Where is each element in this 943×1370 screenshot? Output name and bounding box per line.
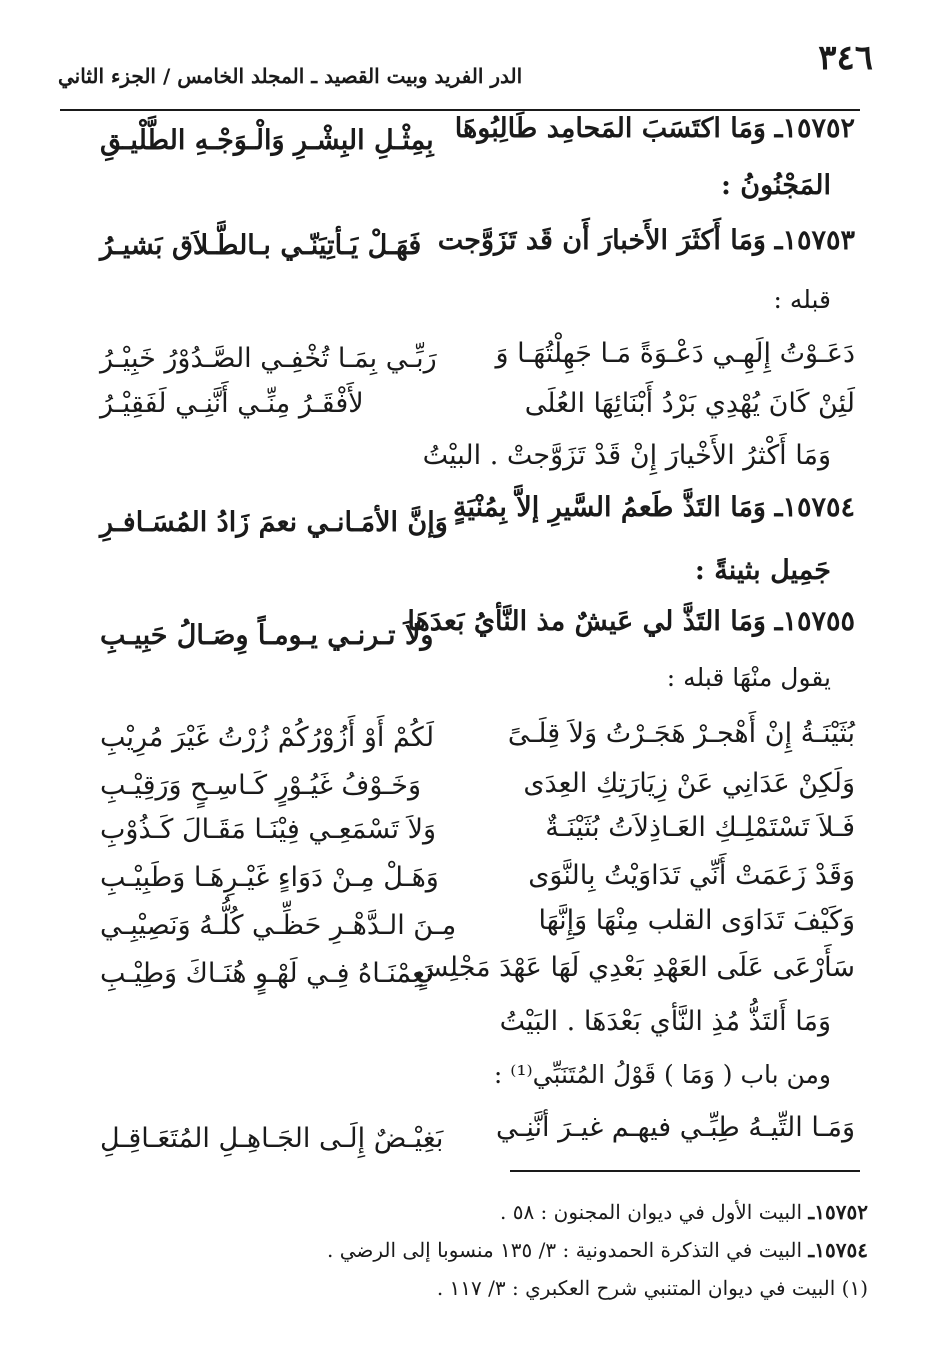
verse-text: وَمَا أَكثَرَ الأَخبارَ أَن قَد تَزَوَّجت	[437, 225, 766, 256]
verse-line: وَكَيْفَ تَدَاوَى القلب مِنْهَا وَإِنَّهَا	[538, 905, 855, 936]
footnote-15752	[500, 1200, 868, 1224]
verse-reference: وَمَا أَلتَذُّ مُذِ النَّأي بَعْدَهَا . البَيْتُ	[499, 1006, 831, 1037]
verse-number: ١٥٧٥٥ـ	[774, 606, 855, 637]
page-number: ٣٤٦	[818, 38, 873, 78]
verse-number: ١٥٧٥٢ـ	[774, 113, 855, 144]
verse-15755-first-hemistich	[407, 606, 855, 637]
verse-line-second: رَبِّـي بِمَـا تُخْفِـي الصَّـدُوْرُ خَبِيْـرُ	[100, 343, 437, 374]
verse-text: وَمَا التَذَّ طَعمُ السَّيرِ إلاَّ بِمُنْيَةٍ	[453, 492, 766, 523]
verse-15752-first-hemistich	[455, 113, 855, 144]
intro-mutanabbi: ومن باب ( وَمَا ) قَوْلُ المُتَنَبِّي⁽¹⁾ :	[493, 1060, 831, 1089]
intro-minha: يقول منْهَا قبله :	[666, 663, 831, 692]
verse-15755-second-hemistich: ولاَ تـرنـي يـومـاً وِصَـالُ حَبِيـبِ	[100, 620, 434, 651]
verse-line-second: مِـنَ الـدَّهْـرِ حَظِّـي كُلُّـهُ وَنَصِيْبِـي	[100, 910, 457, 941]
verse-reference: وَمَا أَكْثرُ الأَخْيارَ إِنْ قَدْ تَزَوَّجتْ . البيْتُ	[422, 440, 831, 471]
verse-line: بُثَيْنَـةُ إِنْ أَهْجـرْ هَجَـرْتُ وَلاَ قِلَـىً	[507, 718, 855, 749]
footnote-text: البيت في ديوان المتنبي شرح العكبري : ٣/ ١١٧ .	[436, 1276, 836, 1300]
footnote-rule	[510, 1170, 860, 1172]
footnote-15754	[327, 1238, 868, 1262]
verse-number: ١٥٧٥٤ـ	[774, 492, 855, 523]
verse-15754-first-hemistich	[453, 492, 855, 523]
verse-line-second: وَهَـلْ مِـنْ دَوَاءٍ غَيْـرِهَـا وَطَبِيْـبِ	[100, 862, 439, 893]
verse-line-second: بَغِيْـضٌ إِلَـى الجَـاهِـلِ المُتَعَـاقِـلِ	[100, 1123, 444, 1154]
footnote-number: ١٥٧٥٤ـ	[808, 1238, 868, 1262]
verse-15754-second-hemistich: وَإنَّ الأمَـانـي نعمَ زَادُ المُسَـافـرِ	[100, 507, 448, 538]
verse-text: وَمَا اكتَسَبَ المَحامِد طَالِبُوهَا	[454, 113, 766, 144]
verse-number: ١٥٧٥٣ـ	[774, 225, 855, 256]
footnote-text: البيت الأول في ديوان المجنون : ٥٨ .	[500, 1200, 803, 1224]
footnote-1	[437, 1276, 868, 1300]
verse-15753-second-hemistich: فَهَـلْ يَـأتِيَنّـي بـالطَّـلاَق بَشيـرُ	[100, 230, 422, 261]
verse-15753-first-hemistich	[438, 225, 855, 256]
verse-line: لَئِنْ كَانَ يُهْدِي بَرْدُ أَبْنَائِهَا العُلَى	[524, 388, 855, 419]
verse-line: وَمَـا التِّيـهُ طِبِّـي فيهـم غيـرَ أنَّنِـي	[495, 1112, 855, 1143]
verse-text: وَمَا التَذَّ لي عَيشٌ مذ النَّأيُ بَعدَهَا	[407, 606, 766, 637]
footnote-number: ١٥٧٥٢ـ	[808, 1200, 868, 1224]
footnote-text: البيت في التذكرة الحمدونية : ٣/ ١٣٥ منسوبا إلى الرضي .	[327, 1238, 803, 1262]
verse-line: وَقَدْ زَعَمَتْ أَنِّي تَدَاوَيْتُ بِالنَّوَى	[528, 860, 855, 891]
verse-line: فَـلاَ تَسْتَمْلِـكِ العَـاذِلاَتُ بُثَيْنَـةٌ	[545, 812, 855, 843]
verse-line: وَلَكِنْ عَدَانِي عَنْ زِيَارَتِكِ العِدَى	[523, 768, 855, 799]
header-rule	[60, 109, 860, 111]
verse-line-second: وَخَـوْفُ غَيُـوْرٍ كَـاسِـحٍ وَرَقِيْـبِ	[100, 770, 421, 801]
verse-line: دَعَـوْتُ إِلَهِـي دَعْـوَةً مَـا جَهِلْتُهَـا وَ	[495, 338, 855, 369]
footnote-number: (١)	[841, 1276, 868, 1300]
verse-line-second: وَلاَ تَسْمَعِـي فِيْنَـا مَقَـالَ كَـذُوْبِ	[100, 814, 437, 845]
verse-line: سَأَرْعَى عَلَى العَهْدِ بَعْدِي لَهَا عَهْدَ مَجْلِسٍ	[415, 952, 855, 983]
verse-line-second: نَعِمْنَـاهُ فِـي لَهْـوٍ هُنَـاكَ وَطِيْـبِ	[100, 958, 433, 989]
running-title: الدر الفريد وبيت القصيد ـ المجلد الخامس / الجزء الثاني	[58, 64, 523, 88]
intro-qablahu: قبله :	[773, 285, 831, 314]
poet-majnun: المَجْنُونُ :	[720, 170, 831, 201]
verse-line-second: لأَفْقَـرُ مِنِّـي أَنَّنِـي لَفَقِيْـرُ	[100, 388, 364, 419]
poet-jamil: جَمِيل بثينةً :	[694, 555, 831, 586]
verse-15752-second-hemistich: بِمِثْـلِ البِشْـرِ وَالْـوَجْـهِ الطَّلْيـقِ	[100, 125, 434, 156]
verse-line-second: لَكُمْ أَوْ أَزُوْرُكُمْ زُرْتُ غَيْرَ مُرِيْبِ	[100, 722, 435, 753]
